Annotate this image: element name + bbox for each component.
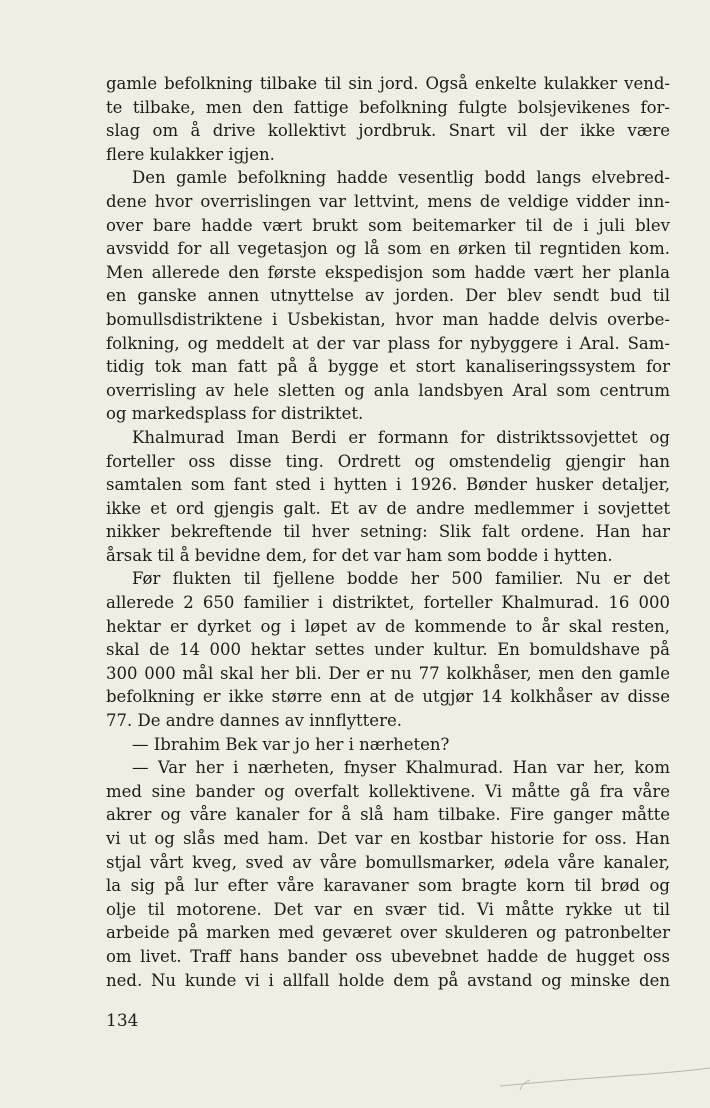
text-line: folkning, og meddelt at der var plass for nybyggere i Aral. Sam- xyxy=(106,333,670,353)
text-line: forteller oss disse ting. Ordrett og omstendelig gjengir han xyxy=(106,451,670,471)
text-line: 77. De andre dannes av innflyttere. xyxy=(106,711,402,731)
text-line: Før flukten til fjellene bodde her 500 familier. Nu er det xyxy=(132,569,670,589)
text-line: og markedsplass for distriktet. xyxy=(106,404,364,424)
text-line: overrisling av hele sletten og anla landsbyen Aral som centrum xyxy=(106,380,670,400)
text-line: samtalen som fant sted i hytten i 1926. Bønder husker detaljer, xyxy=(106,475,670,495)
text-line: olje til motorene. Det var en svær tid. Vi måtte rykke ut til xyxy=(106,899,670,919)
text-line: om livet. Traff hans bander oss ubevebnet hadde de hugget oss xyxy=(106,946,670,966)
text-line: — Ibrahim Bek var jo her i nærheten? xyxy=(132,734,450,754)
text-line: ikke et ord gjengis galt. Et av de andre medlemmer i sovjettet xyxy=(106,498,670,518)
text-line: Men allerede den første ekspedisjon som hadde vært her planla xyxy=(106,262,670,282)
text-line: — Var her i nærheten, fnyser Khalmurad. Han var her, kom xyxy=(132,758,670,778)
text-line: over bare hadde vært brukt som beitemarker til de i juli blev xyxy=(106,215,670,235)
body-text xyxy=(106,72,670,992)
text-line: skal de 14 000 hektar settes under kultur. En bomuldshave på xyxy=(106,640,670,660)
page-number: 134 xyxy=(106,1011,139,1031)
text-line: stjal vårt kveg, sved av våre bomullsmarker, ødela våre kanaler, xyxy=(106,852,670,872)
text-line: Den gamle befolkning hadde vesentlig bodd langs elvebred- xyxy=(132,168,670,188)
text-line: Khalmurad Iman Berdi er formann for distriktssovjettet og xyxy=(132,427,670,447)
text-line: gamle befolkning tilbake til sin jord. Også enkelte kulakker vend- xyxy=(106,74,670,93)
text-line: avsvidd for all vegetasjon og lå som en ørken til regntiden kom. xyxy=(106,239,670,259)
text-line: bomullsdistriktene i Usbekistan, hvor man hadde delvis overbe- xyxy=(106,309,670,329)
text-line: flere kulakker igjen. xyxy=(106,144,275,164)
text-line: te tilbake, men den fattige befolkning fulgte bolsjevikenes for- xyxy=(106,97,670,117)
text-line: befolkning er ikke større enn at de utgjør 14 kolkhåser av disse xyxy=(106,687,670,707)
text-line: akrer og våre kanaler for å slå ham tilbake. Fire ganger måtte xyxy=(106,805,670,825)
text-line: tidig tok man fatt på å bygge et stort kanaliseringssystem for xyxy=(106,357,670,377)
text-line: arbeide på marken med geværet over skulderen og patronbelter xyxy=(106,923,670,943)
text-line: allerede 2 650 familier i distriktet, forteller Khalmurad. 16 000 xyxy=(106,593,670,613)
text-line: nikker bekreftende til hver setning: Slik falt ordene. Han har xyxy=(106,522,670,542)
text-line: la sig på lur efter våre karavaner som bragte korn til brød og xyxy=(106,876,670,896)
text-line: ned. Nu kunde vi i allfall holde dem på avstand og minske den xyxy=(106,970,670,990)
text-line: dene hvor overrislingen var lettvint, mens de veldige vidder inn- xyxy=(106,191,670,211)
text-line: hektar er dyrket og i løpet av de kommende to år skal resten, xyxy=(106,616,670,636)
text-line: slag om å drive kollektivt jordbruk. Snart vil der ikke være xyxy=(106,121,670,141)
text-line: en ganske annen utnyttelse av jorden. Der blev sendt bud til xyxy=(106,286,670,306)
text-line: årsak til å bevidne dem, for det var ham som bodde i hytten. xyxy=(106,545,613,565)
text-line: vi ut og slås med ham. Det var en kostbar historie for oss. Han xyxy=(106,829,670,848)
page-curl-mark xyxy=(500,1050,710,1090)
text-line: 300 000 mål skal her bli. Der er nu 77 kolkhåser, men den gamle xyxy=(106,663,670,683)
text-line: med sine bander og overfalt kollektivene. Vi måtte gå fra våre xyxy=(106,781,670,801)
